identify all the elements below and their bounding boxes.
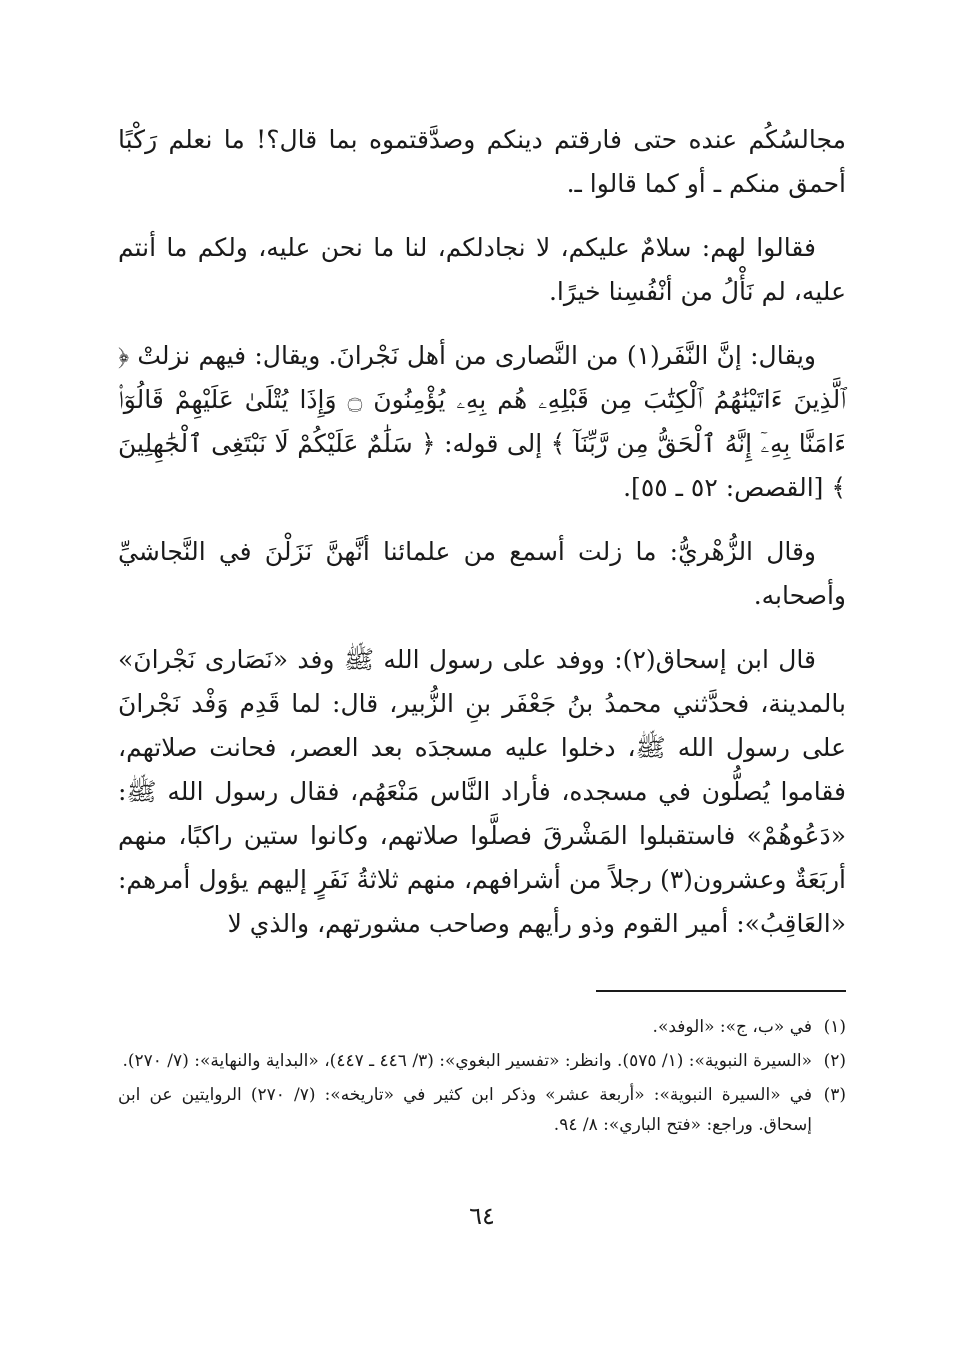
footnote-separator (596, 990, 846, 992)
footnotes (118, 1012, 846, 1144)
page-number: ٦٤ (469, 1202, 495, 1230)
footnote-text: «السيرة النبوية»: (١/ ٥٧٥). وانظر: «تفسير البغوي»: (٣/ ٤٤٦ ـ ٤٤٧)، «البداية والنهاية»: (٧/ ٢٧٠). (122, 1051, 812, 1071)
paragraph-2: فقالوا لهم: سلامٌ عليكم، لا نجادلكم، لنا ما نحن عليه، ولكم ما أنتم عليه، لم نَأْلُ من أنْفُسِنا خيرًا. (118, 233, 846, 306)
footnote (118, 1046, 846, 1076)
footnote-text: في «ب، ج»: «الوفد». (652, 1017, 812, 1037)
paragraph-5: قال ابن إسحاق(٢): ووفد على رسول الله ﷺ وفد «نَصَارى نَجْرانَ» بالمدينة، فحدَّثني محمدُ بنُ جَعْفَر بنِ الزُّبير، قال: لما قَدِم وَفْد نَجْرانَ على رسول الله ﷺ، دخلوا عليه مسجدَه بعد العصر، فحانت صلاتهم، فقاموا يُصلُّون في مسجده، فأراد النَّاس مَنْعَهُم، فقال رسول الله ﷺ: «دَعُوهُمْ» فاستقبلوا المَشْرقَ فصلَّوا صلاتهم، وكانوا ستين راكبًا، منهم أربَعَةٌ وعشرون(٣) رجلاً من أشرافهم، منهم ثلاثةُ نَفَرٍ إليهم يؤول أمرهم: «العَاقِبُ»: أمير القوم وذو رأيهم وصاحب مشورتهم، والذي لا (118, 645, 846, 938)
paragraph-4: وقال الزُّهْريُّ: ما زلت أسمع من علمائنا أنَّهنَّ نَزَلْنَ في النَّجاشيِّ وأصحابه. (118, 537, 846, 610)
footnote-number: (٣) (823, 1085, 846, 1105)
footnote-number: (٢) (823, 1051, 846, 1071)
main-text (118, 118, 846, 946)
paragraph-1: مجالسُكُم عنده حتى فارقتم دينكم وصدَّقتموه بما قال؟! ما نعلم رَكْبًا أحمق منكم ـ أو كما قالوا ـ. (118, 125, 846, 198)
paragraph-3: ويقال: إنَّ النَّفَر(١) من النَّصارى من أهل نَجْرانَ. ويقال: فيهم نزلتْ ﴿ ٱلَّذِينَ ءَاتَيْنَٰهُمُ ٱلْكِتَٰبَ مِن قَبْلِهِۦ هُم بِهِۦ يُؤْمِنُونَ ۝ وَإِذَا يُتْلَىٰ عَلَيْهِمْ قَالُوٓا۟ ءَامَنَّا بِهِۦٓ إِنَّهُ ٱلْحَقُّ مِن رَّبِّنَآ ﴾ إلى قوله: ﴿ سَلَٰمٌ عَلَيْكُمْ لَا نَبْتَغِى ٱلْجَٰهِلِينَ ﴾ [القصص: ٥٢ ـ ٥٥]. (118, 341, 846, 502)
footnote (118, 1080, 846, 1140)
footnote (118, 1012, 846, 1042)
footnote-number: (١) (823, 1017, 846, 1037)
book-page (118, 118, 846, 1300)
footnote-text: في «السيرة النبوية»: «أربعة عشر» وذكر ابن كثير في «تاريخه»: (٧/ ٢٧٠) الروايتين عن ابن إسحاق. وراجع: «فتح الباري»: ٨/ ٩٤. (118, 1085, 812, 1135)
